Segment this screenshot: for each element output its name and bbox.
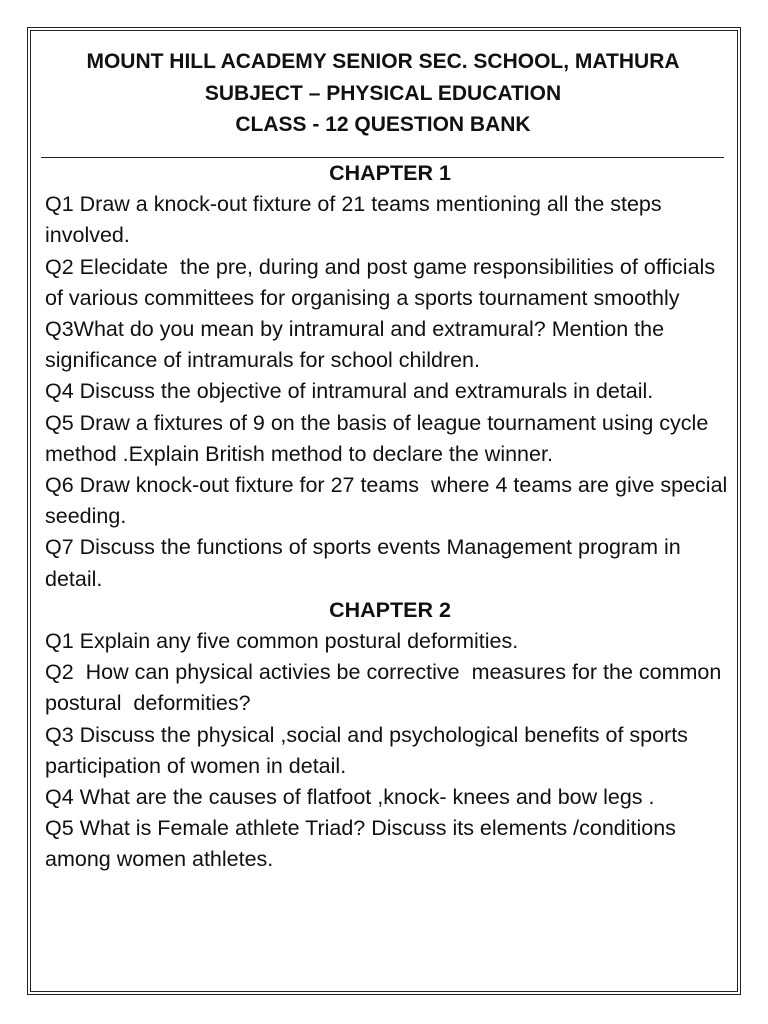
chapter-section bbox=[45, 158, 735, 595]
document-header bbox=[42, 46, 724, 141]
question-item: Q3 Discuss the physical ,social and psychological benefits of sports participation of women in detail. bbox=[45, 722, 694, 778]
question-item: Q2 Elecidate the pre, during and post game responsibilities of officials of various committees for organising a sports tournament smoothly bbox=[45, 254, 722, 310]
question-item: Q5 Draw a fixtures of 9 on the basis of league tournament using cycle method .Explain British method to declare the winner. bbox=[45, 410, 715, 466]
question-bank-content bbox=[45, 158, 735, 876]
chapter-title: CHAPTER 1 bbox=[329, 161, 451, 185]
question-item: Q4 What are the causes of flatfoot ,knock- knees and bow legs . bbox=[45, 785, 655, 810]
school-name: MOUNT HILL ACADEMY SENIOR SEC. SCHOOL, MATHURA bbox=[86, 50, 680, 73]
question-item: Q6 Draw knock-out fixture for 27 teams where 4 teams are give special seeding. bbox=[45, 473, 734, 529]
chapter-section bbox=[45, 595, 735, 876]
question-item: Q2 How can physical activies be corrective measures for the common postural deformities? bbox=[45, 660, 728, 716]
question-item: Q3What do you mean by intramural and extramural? Mention the significance of intramurals for school children. bbox=[45, 317, 671, 373]
subject-title: SUBJECT – PHYSICAL EDUCATION bbox=[204, 81, 562, 105]
class-title: CLASS - 12 QUESTION BANK bbox=[235, 113, 531, 136]
question-item: Q7 Discuss the functions of sports events Management program in detail. bbox=[45, 535, 687, 591]
question-item: Q5 What is Female athlete Triad? Discuss its elements /conditions among women athletes. bbox=[45, 816, 682, 872]
question-item: Q1 Explain any five common postural deformities. bbox=[45, 629, 519, 654]
question-item: Q1 Draw a knock-out fixture of 21 teams mentioning all the steps involved. bbox=[45, 192, 668, 248]
chapter-title: CHAPTER 2 bbox=[329, 597, 451, 622]
question-item: Q4 Discuss the objective of intramural and extramurals in detail. bbox=[45, 379, 654, 404]
